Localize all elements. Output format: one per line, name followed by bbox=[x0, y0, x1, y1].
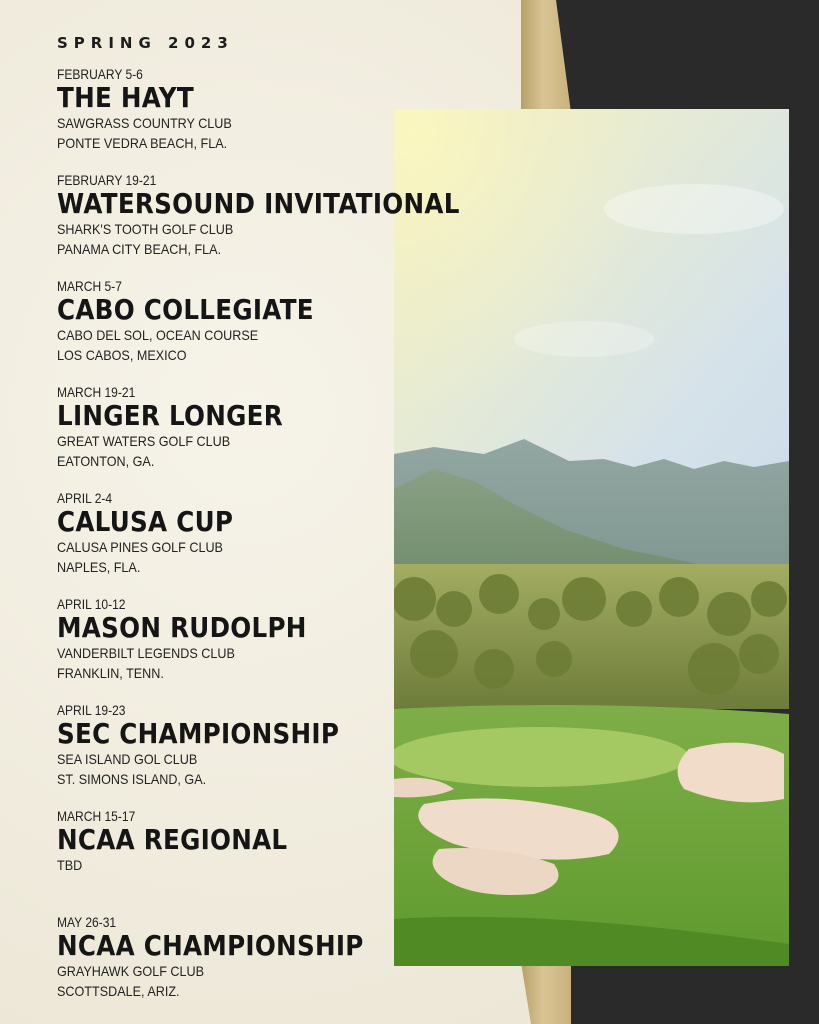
event-venue: CABO DEL SOL, OCEAN COURSE bbox=[57, 327, 259, 343]
event-name: NCAA REGIONAL bbox=[57, 823, 288, 856]
event-city: LOS CABOS, MEXICO bbox=[57, 347, 187, 363]
event-name: LINGER LONGER bbox=[57, 399, 283, 432]
event-item bbox=[57, 702, 457, 808]
event-date: FEBRUARY 19-21 bbox=[57, 172, 157, 188]
event-city: EATONTON, GA. bbox=[57, 453, 155, 469]
event-venue: GRAYHAWK GOLF CLUB bbox=[57, 963, 205, 979]
event-name: MASON RUDOLPH bbox=[57, 611, 307, 644]
event-item bbox=[57, 384, 457, 490]
event-city: ST. SIMONS ISLAND, GA. bbox=[57, 771, 207, 787]
event-name: CABO COLLEGIATE bbox=[57, 293, 314, 326]
event-venue: CALUSA PINES GOLF CLUB bbox=[57, 539, 223, 555]
event-name: SEC CHAMPIONSHIP bbox=[57, 717, 340, 750]
event-name: CALUSA CUP bbox=[57, 505, 234, 538]
event-name: WATERSOUND INVITATIONAL bbox=[57, 187, 460, 220]
event-item bbox=[57, 172, 460, 278]
event-date: APRIL 2-4 bbox=[57, 490, 113, 506]
event-item bbox=[57, 490, 457, 596]
event-city: NAPLES, FLA. bbox=[57, 559, 141, 575]
event-city: SCOTTSDALE, ARIZ. bbox=[57, 983, 180, 999]
event-city: PANAMA CITY BEACH, FLA. bbox=[57, 241, 222, 257]
event-date: MARCH 19-21 bbox=[57, 384, 136, 400]
event-date: MARCH 5-7 bbox=[57, 278, 122, 294]
event-venue: VANDERBILT LEGENDS CLUB bbox=[57, 645, 235, 661]
event-item bbox=[57, 596, 457, 702]
event-venue: TBD bbox=[57, 857, 83, 873]
event-name: NCAA CHAMPIONSHIP bbox=[57, 929, 364, 962]
schedule-list bbox=[57, 66, 460, 1020]
event-date: APRIL 10-12 bbox=[57, 596, 126, 612]
event-item bbox=[57, 66, 457, 172]
season-title: SPRING 2023 bbox=[57, 34, 234, 52]
event-venue: SEA ISLAND GOL CLUB bbox=[57, 751, 198, 767]
event-item bbox=[57, 278, 457, 384]
event-date: FEBRUARY 5-6 bbox=[57, 66, 143, 82]
event-date: MARCH 15-17 bbox=[57, 808, 136, 824]
event-date: APRIL 19-23 bbox=[57, 702, 126, 718]
event-venue: SHARK'S TOOTH GOLF CLUB bbox=[57, 221, 234, 237]
event-item bbox=[57, 914, 457, 1020]
event-date: MAY 26-31 bbox=[57, 914, 117, 930]
event-name: THE HAYT bbox=[57, 81, 194, 114]
event-city: PONTE VEDRA BEACH, FLA. bbox=[57, 135, 228, 151]
event-venue: GREAT WATERS GOLF CLUB bbox=[57, 433, 231, 449]
event-venue: SAWGRASS COUNTRY CLUB bbox=[57, 115, 232, 131]
event-item bbox=[57, 808, 457, 914]
event-city: FRANKLIN, TENN. bbox=[57, 665, 164, 681]
